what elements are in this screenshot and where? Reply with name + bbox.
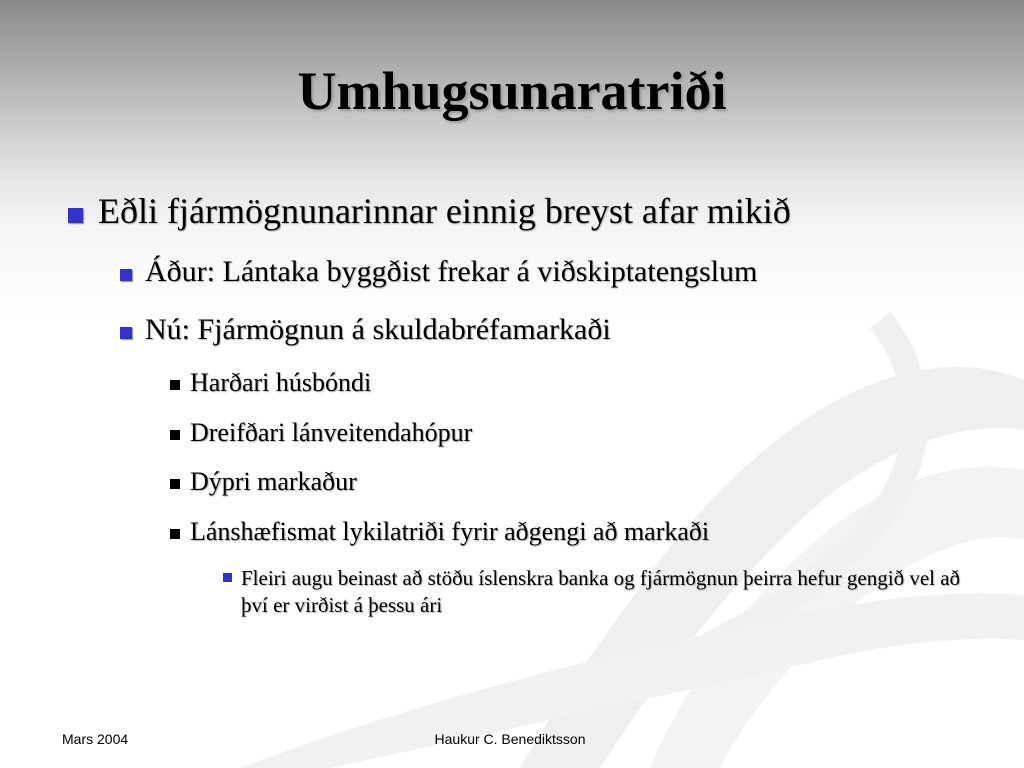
- bullet-item: [190, 467, 357, 497]
- square-bullet-icon: [170, 479, 180, 489]
- square-bullet-icon: [170, 380, 180, 390]
- bullet-text: Dreifðari lánveitendahópur: [190, 418, 473, 447]
- bullet-item: [145, 255, 757, 289]
- bullet-text: Lánshæfismat lykilatriði fyrir aðgengi að markaði: [190, 517, 710, 546]
- bullet-item: [241, 565, 981, 619]
- square-bullet-icon: [170, 430, 180, 440]
- bullet-item: [190, 517, 709, 547]
- square-bullet-icon: [120, 327, 132, 339]
- bullet-item: [190, 368, 371, 398]
- bullet-item: [190, 418, 472, 448]
- bullet-text: Áður: Lántaka byggðist frekar á viðskiptatengslum: [145, 255, 758, 288]
- bullet-item: [145, 313, 611, 347]
- square-bullet-icon: [170, 529, 180, 539]
- square-bullet-icon: [68, 208, 83, 223]
- footer-author: Haukur C. Benediktsson: [434, 731, 586, 747]
- bullet-text: Nú: Fjármögnun á skuldabréfamarkaði: [145, 313, 611, 346]
- bullet-text: Fleiri augu beinast að stöðu íslenskra banka og fjármögnun þeirra hefur gengið vel að því er virðist á þessu ári: [241, 566, 961, 617]
- square-bullet-icon: [120, 269, 132, 281]
- bullet-text: Eðli fjármögnunarinnar einnig breyst afar mikið: [98, 191, 791, 231]
- footer-date: Mars 2004: [62, 731, 129, 747]
- square-bullet-icon: [223, 573, 232, 582]
- slide-title: Umhugsunaratriði: [297, 61, 727, 121]
- bullet-text: Harðari húsbóndi: [190, 368, 372, 397]
- bullet-item: [98, 190, 791, 232]
- bullet-text: Dýpri markaður: [190, 467, 357, 496]
